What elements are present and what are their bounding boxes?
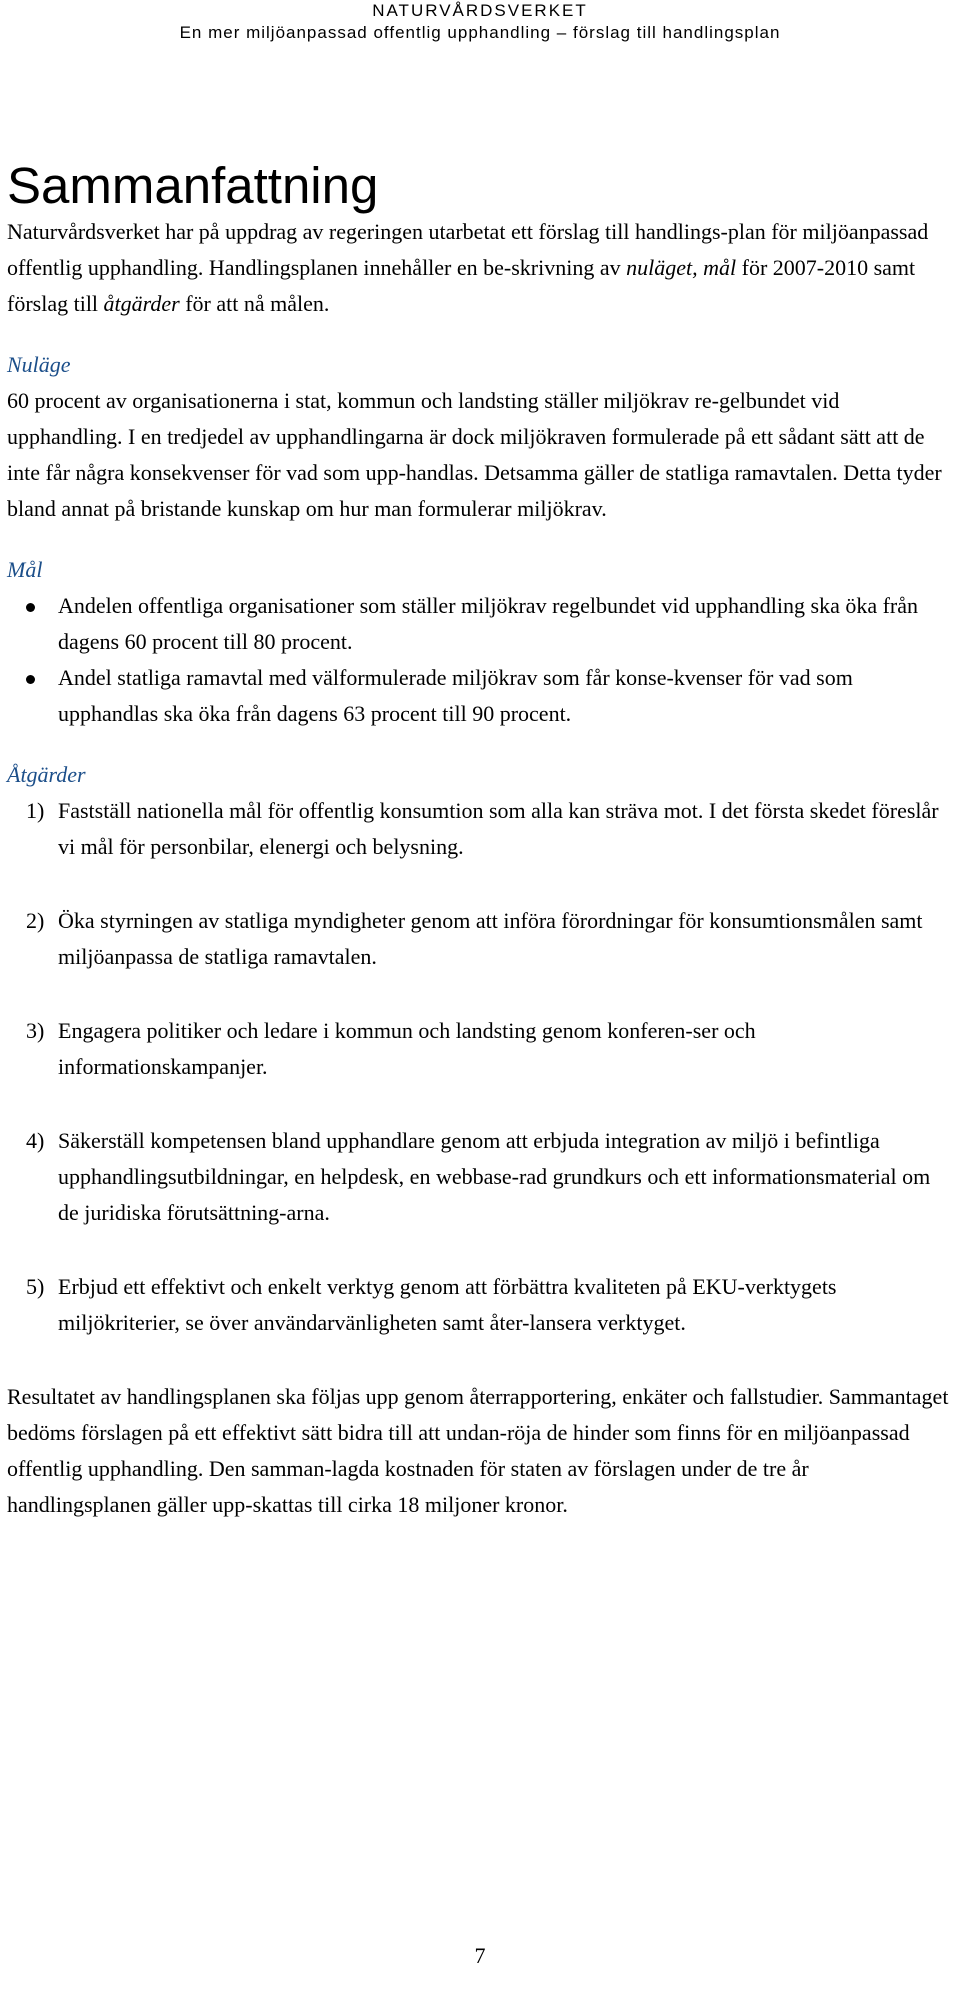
page-number: 7 <box>474 1943 486 1968</box>
intro-emphasis-atgarder: åtgärder <box>103 291 180 316</box>
intro-text-1: Naturvårdsverket har på uppdrag av regeringen utarbetat ett förslag till handlings-plan för miljöanpassad offentlig upphandling. Handlingsplanen innehåller en be-skrivning av <box>7 219 929 280</box>
bullet-icon <box>26 603 35 612</box>
conclusion-paragraph: Resultatet av handlingsplanen ska följas upp genom återrapportering, enkäter och fallstudier. Sammantaget bedöms förslagen på ett effektivt sätt bidra till att undan-röja de hinder som finns för en miljöanpassad offentlig upphandling. Den samman-lagda kostnaden för staten av förslagen under de tre år handlingsplanen gäller upp-skattas till cirka 18 miljoner kronor. <box>7 1384 949 1517</box>
list-item-number: 1) <box>26 798 45 823</box>
list-item-text: Erbjud ett effektivt och enkelt verktyg genom att förbättra kvaliteten på EKU-verktygets miljökriterier, se över användarvänligheten samt åter-lansera verktyget. <box>58 1274 837 1335</box>
header-organization: NATURVÅRDSVERKET <box>372 1 588 20</box>
list-item-text: Andel statliga ramavtal med välformulerade miljökrav som får konse-kvenser för vad som upphandlas ska öka från dagens 63 procent till 90 procent. <box>58 665 853 726</box>
list-item-number: 4) <box>26 1128 45 1153</box>
page-title: Sammanfattning <box>7 157 379 214</box>
mal-list <box>7 588 951 732</box>
list-item-number: 5) <box>26 1274 45 1299</box>
nulage-paragraph: 60 procent av organisationerna i stat, kommun och landsting ställer miljökrav re-gelbundet vid upphandling. I en tredjedel av upphandlingarna är dock miljökraven formulerade på ett sådant sätt att de inte får några konsekvenser för vad som upp-handlas. Detsamma gäller de statliga ramavtalen. Detta tyder bland annat på bristande kunskap om hur man formulerar miljökrav. <box>7 388 942 521</box>
list-item-text: Engagera politiker och ledare i kommun och landsting genom konferen-ser och informationskampanjer. <box>58 1018 756 1079</box>
list-item <box>7 1123 951 1231</box>
list-item <box>7 793 951 865</box>
intro-emphasis-nulage-mal: nuläget, mål <box>626 255 737 280</box>
main-content <box>7 140 951 1523</box>
list-item <box>7 903 951 975</box>
list-item-text: Öka styrningen av statliga myndigheter genom att införa förordningar för konsumtionsmålen samt miljöanpassa de statliga ramavtalen. <box>58 908 923 969</box>
list-item <box>7 588 951 660</box>
section-heading-mal: Mål <box>7 557 43 582</box>
bullet-icon <box>26 675 35 684</box>
intro-text-3: för att nå målen. <box>179 291 330 316</box>
intro-paragraph <box>7 214 951 322</box>
header-document-title: En mer miljöanpassad offentlig upphandling – förslag till handlingsplan <box>179 23 781 42</box>
list-item-text: Andelen offentliga organisationer som ställer miljökrav regelbundet vid upphandling ska öka från dagens 60 procent till 80 procent. <box>58 593 919 654</box>
list-item-text: Säkerställ kompetensen bland upphandlare genom att erbjuda integration av miljö i befintliga upphandlingsutbildningar, en helpdesk, en webbase-rad grundkurs och ett informationsmaterial om de juridiska förutsättning-arna. <box>58 1128 931 1225</box>
list-item-number: 3) <box>26 1018 45 1043</box>
section-heading-atgarder: Åtgärder <box>7 762 86 787</box>
list-item <box>7 1269 951 1341</box>
list-item <box>7 1013 951 1085</box>
running-header <box>0 0 960 44</box>
section-heading-nulage: Nuläge <box>7 352 71 377</box>
intro-text-2: för 2007-2010 samt förslag till <box>7 255 916 316</box>
list-item <box>7 660 951 732</box>
list-item-text: Fastställ nationella mål för offentlig konsumtion som alla kan sträva mot. I det första skedet föreslår vi mål för personbilar, elenergi och belysning. <box>58 798 939 859</box>
atgarder-list <box>7 793 951 1341</box>
list-item-number: 2) <box>26 908 45 933</box>
